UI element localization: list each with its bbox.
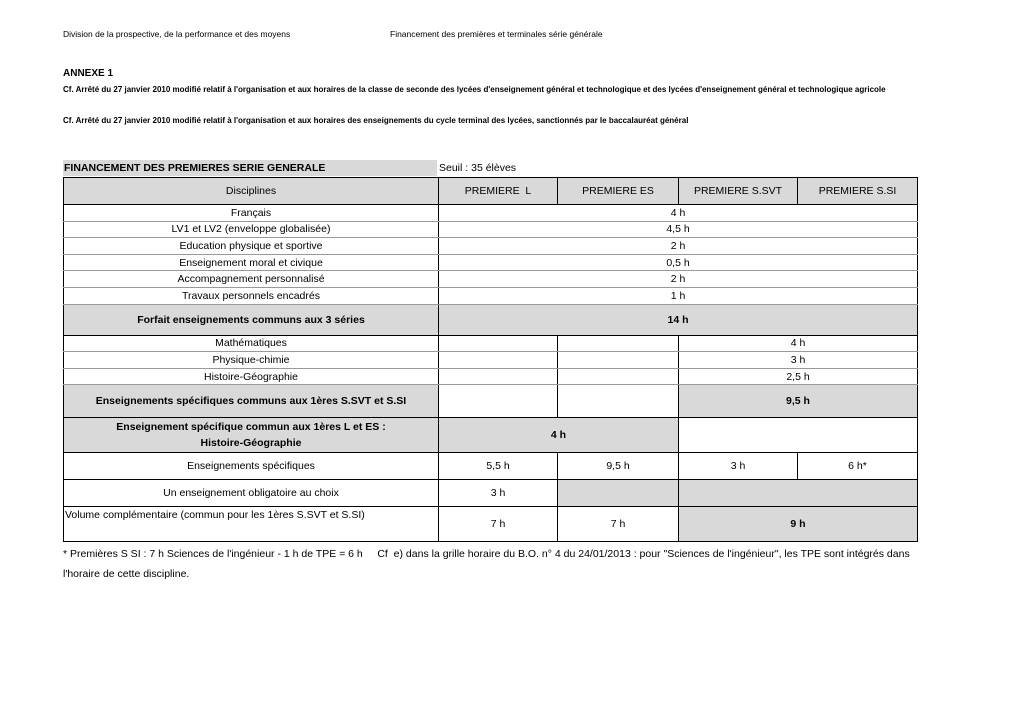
table-row [64, 287, 918, 304]
spec-es-value: 9,5 h [558, 453, 679, 480]
empty-cell [679, 418, 918, 453]
table-row [64, 352, 918, 369]
hours-table [63, 177, 918, 542]
empty-cell [558, 385, 679, 418]
footnote: * Premières S SI : 7 h Sciences de l'ingénieur - 1 h de TPE = 6 h Cf e) dans la grille horaire du B.O. n° 4 du 24/01/2013 : pour "Sciences de l'ingénieur", les TPE sont intégrés dans l'horaire de cette discipline. [63, 548, 913, 580]
hours-value: 2 h [439, 238, 918, 255]
hours-value: 2,5 h [679, 368, 918, 385]
empty-cell [558, 480, 679, 507]
spec-les-value: 4 h [439, 418, 679, 453]
discipline-label: Histoire-Géographie [64, 368, 439, 385]
discipline-label: Travaux personnels encadrés [64, 287, 439, 304]
discipline-label: Mathématiques [64, 335, 439, 352]
forfait-row [64, 304, 918, 335]
empty-cell [439, 368, 558, 385]
empty-cell [558, 352, 679, 369]
spec-si-value: 6 h* [798, 453, 918, 480]
table-row [64, 271, 918, 288]
empty-cell [679, 480, 918, 507]
forfait-label: Forfait enseignements communs aux 3 séries [64, 304, 439, 335]
discipline-label: Accompagnement personnalisé [64, 271, 439, 288]
reference-arrete-seconde: Cf. Arrêté du 27 janvier 2010 modifié relatif à l'organisation et aux horaires de la classe de seconde des lycées d'enseignement général et technologique et des lycées d'enseignement général et technologique agricole [63, 85, 886, 94]
volume-label: Volume complémentaire (commun pour les 1ères S.SVT et S.SI) [64, 507, 439, 542]
volume-l-value: 7 h [439, 507, 558, 542]
discipline-label: LV1 et LV2 (enveloppe globalisée) [64, 221, 439, 238]
hours-value: 0,5 h [439, 254, 918, 271]
discipline-label: Français [64, 205, 439, 222]
col-header-premiere-svt: PREMIERE S.SVT [679, 178, 798, 205]
discipline-label: Enseignement moral et civique [64, 254, 439, 271]
empty-cell [558, 335, 679, 352]
choix-row [64, 480, 918, 507]
col-header-disciplines: Disciplines [64, 178, 439, 205]
table-header-row [64, 178, 918, 205]
empty-cell [558, 368, 679, 385]
hours-value: 4 h [679, 335, 918, 352]
choix-label: Un enseignement obligatoire au choix [64, 480, 439, 507]
table-row [64, 254, 918, 271]
spec-s-value: 9,5 h [679, 385, 918, 418]
col-header-premiere-es: PREMIERE ES [558, 178, 679, 205]
annex-title: ANNEXE 1 [63, 68, 114, 79]
table-row [64, 205, 918, 222]
spec-l-value: 5,5 h [439, 453, 558, 480]
table-row [64, 335, 918, 352]
choix-l-value: 3 h [439, 480, 558, 507]
hours-value: 4,5 h [439, 221, 918, 238]
reference-arrete-cycle-terminal: Cf. Arrêté du 27 janvier 2010 modifié relatif à l'organisation et aux horaires des enseignements du cycle terminal des lycées, sanctionnés par le baccalauréat général [63, 116, 689, 125]
volume-row [64, 507, 918, 542]
discipline-label: Education physique et sportive [64, 238, 439, 255]
empty-cell [439, 352, 558, 369]
hours-value: 1 h [439, 287, 918, 304]
hours-value: 3 h [679, 352, 918, 369]
spec-s-label: Enseignements spécifiques communs aux 1ères S.SVT et S.SI [64, 385, 439, 418]
hours-value: 2 h [439, 271, 918, 288]
spec-les-row [64, 418, 918, 453]
spec-row [64, 453, 918, 480]
header-left: Division de la prospective, de la performance et des moyens [63, 29, 291, 39]
financing-title: FINANCEMENT DES PREMIERES SERIE GENERALE [63, 160, 437, 176]
spec-les-label: Enseignement spécifique commun aux 1ères L et ES : Histoire-Géographie [64, 418, 439, 453]
header-right: Financement des premières et terminales série générale [390, 29, 603, 39]
forfait-value: 14 h [439, 304, 918, 335]
hours-value: 4 h [439, 205, 918, 222]
table-row [64, 221, 918, 238]
table-row [64, 368, 918, 385]
spec-svt-value: 3 h [679, 453, 798, 480]
discipline-label: Physique-chimie [64, 352, 439, 369]
seuil-label: Seuil : 35 élèves [439, 162, 517, 174]
empty-cell [439, 385, 558, 418]
spec-s-row [64, 385, 918, 418]
col-header-premiere-l: PREMIERE L [439, 178, 558, 205]
volume-s-value: 9 h [679, 507, 918, 542]
empty-cell [439, 335, 558, 352]
col-header-premiere-si: PREMIERE S.SI [798, 178, 918, 205]
volume-es-value: 7 h [558, 507, 679, 542]
table-row [64, 238, 918, 255]
spec-label: Enseignements spécifiques [64, 453, 439, 480]
